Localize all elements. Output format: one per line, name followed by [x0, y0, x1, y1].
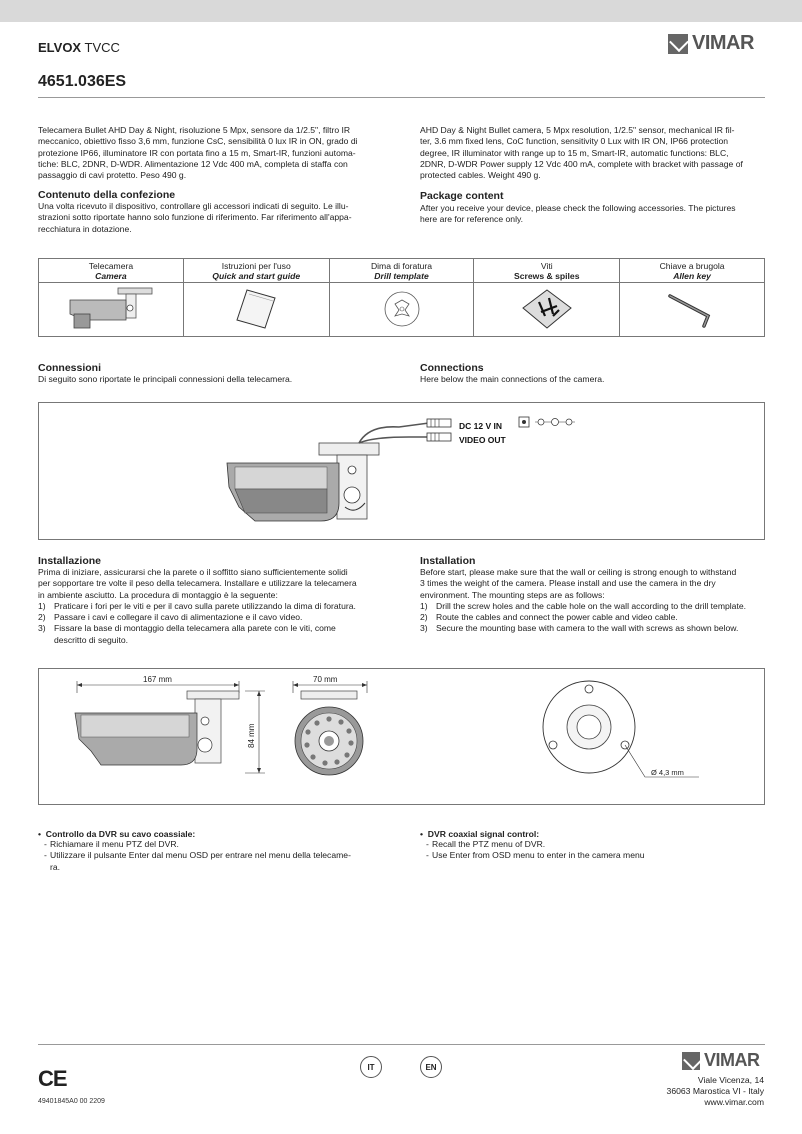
height-dimension: 84 mm	[247, 723, 256, 748]
package-title-en: Package content	[420, 190, 504, 202]
brand-bold: ELVOX	[38, 40, 82, 55]
text-line: protected cables. Weight 490 g.	[420, 170, 541, 181]
dvr-control-it	[38, 829, 383, 873]
step-text: descritto di seguito.	[54, 634, 129, 645]
footer-address	[667, 1075, 764, 1108]
item-header	[329, 259, 474, 283]
item-label-it: Chiave a brugola	[659, 260, 725, 271]
dvr-item: - Use Enter from OSD menu to enter in the camera menu	[426, 850, 645, 861]
text-line: Before start, please make sure that the wall or ceiling is strong enough to withstand	[420, 567, 737, 577]
text-line: AHD Day & Night Bullet camera, 5 Mpx resolution, 1/2.5" sensor, mechanical IR fil-	[420, 125, 735, 135]
step-text: Drill the screw holes and the cable hole on the wall according to the drill template.	[436, 600, 747, 611]
installation-steps	[420, 601, 765, 635]
step-text: Secure the mounting base with camera to the wall with screws as shown below.	[436, 623, 739, 634]
installation-title-it: Installazione	[38, 555, 102, 567]
text-line: tiche: BLC, 2DNR, D-WDR. Alimentazione 12 Vdc 400 mA, completa di staffa con	[38, 158, 348, 169]
item-label-en: Quick and start guide	[212, 270, 301, 281]
length-dimension: 167 mm	[143, 675, 172, 684]
dvr-item	[38, 862, 383, 873]
dvr-item: - Recall the PTZ menu of DVR.	[426, 839, 546, 849]
step-item	[420, 612, 765, 623]
product-code: 4651.036ES	[38, 73, 127, 90]
text-line: passaggio di cavi protetto. Peso 490 g.	[38, 170, 187, 181]
footer-vimar-logo-icon	[682, 1052, 700, 1070]
camera-icon	[66, 286, 156, 332]
dvr-item-text: Recall the PTZ menu of DVR.	[432, 839, 546, 849]
hole-dimension: Ø 4,3 mm	[651, 768, 684, 777]
text-line: 3 times the weight of the camera. Please install and use the camera in the dry	[420, 578, 716, 589]
connections-diagram-box	[38, 402, 765, 540]
package-text-it	[38, 201, 383, 235]
text-line: After you receive your device, please check the following accessories. The pictures	[420, 203, 736, 213]
dvr-list-en	[420, 839, 765, 862]
intro-text-it	[38, 125, 383, 181]
step-number: 3)	[420, 623, 428, 634]
step-text: Fissare la base di montaggio della telecamera alla parete con le viti, come	[54, 623, 336, 634]
address-city: 36063 Marostica VI - Italy	[666, 1086, 764, 1096]
text-line: degree, IR illuminator with range up to 15 m, Smart-IR, automatic functions: BLC,	[420, 147, 729, 158]
vimar-logo-icon	[668, 34, 688, 54]
lang-it-badge: IT	[360, 1056, 382, 1078]
lang-en-badge: EN	[420, 1056, 442, 1078]
manual-cell	[183, 283, 329, 337]
connections-diagram	[39, 403, 764, 539]
step-text: Route the cables and connect the power cable and video cable.	[436, 612, 678, 623]
text-line: per sopportare tre volte il peso della telecamera. Installare e utilizzare la telecamera	[38, 578, 357, 589]
address-street: Viale Vicenza, 14	[697, 1075, 764, 1085]
dimensions-diagram	[39, 669, 764, 804]
connections-title-it: Connessioni	[38, 362, 102, 374]
step-item	[38, 601, 383, 612]
footer-vimar-logo	[682, 1050, 760, 1071]
installation-text-en	[420, 567, 765, 635]
item-label-en: Drill template	[374, 270, 429, 281]
step-number: 1)	[38, 600, 46, 611]
brand-line	[38, 40, 120, 55]
item-label-en: Allen key	[673, 270, 711, 281]
step-item	[420, 623, 765, 634]
drill-template-icon	[377, 286, 427, 332]
top-bar	[0, 0, 802, 22]
ce-mark: CE	[38, 1066, 67, 1091]
package-title-it: Contenuto della confezione	[38, 189, 176, 201]
item-label-en: Screws & spiles	[514, 270, 580, 281]
text-line: strazioni sotto riportate hanno solo funzione di riferimento. Far riferimento all'appa-	[38, 212, 352, 223]
manual-icon	[231, 286, 281, 332]
text-line: environment. The mounting steps are as follows:	[420, 589, 605, 600]
installation-title-en: Installation	[420, 555, 476, 567]
document-number: 49401845A0 00 2209	[38, 1098, 105, 1105]
vimar-logo-text: VIMAR	[692, 32, 754, 54]
item-label-it: Viti	[540, 260, 553, 271]
dvr-item: - Utilizzare il pulsante Enter dal menu OSD per entrare nel menu della telecame-	[44, 850, 351, 861]
step-text: Passare i cavi e collegare il cavo di alimentazione e il cavo video.	[54, 612, 303, 623]
text-line: ter, 3.6 mm fixed lens, CoC function, sensitivity 0 Lux with IR ON, IP66 protection	[420, 136, 729, 147]
intro-text-en	[420, 125, 765, 181]
dimensions-diagram-box	[38, 668, 765, 805]
step-number: 3)	[38, 623, 46, 634]
text-line: protezione IP66, illuminatore IR con portata fino a 15 m, Smart-IR, funzioni automa-	[38, 147, 356, 158]
drill-template-cell	[329, 283, 474, 337]
step-item	[420, 601, 765, 612]
item-label-it: Istruzioni per l'uso	[221, 260, 291, 271]
dvr-item: - Richiamare il menu PTZ del DVR.	[44, 839, 179, 849]
address-web: www.vimar.com	[704, 1097, 764, 1107]
dc-in-label: DC 12 V IN	[459, 421, 502, 431]
item-header	[183, 259, 329, 283]
item-label-en: Camera	[95, 270, 127, 281]
text-line: here are for reference only.	[420, 214, 524, 225]
dvr-title-en: • DVR coaxial signal control:	[420, 829, 540, 839]
dvr-item-text: Use Enter from OSD menu to enter in the camera menu	[432, 850, 645, 861]
step-number: 2)	[38, 612, 46, 623]
item-header	[620, 259, 765, 283]
header-divider	[38, 97, 765, 98]
vimar-logo	[668, 32, 754, 55]
text-line: Prima di iniziare, assicurarsi che la parete o il soffitto siano sufficientemente solidi	[38, 567, 348, 577]
step-text: Praticare i fori per le viti e per il cavo sulla parete utilizzando la dima di foratura.	[54, 600, 356, 611]
allen-key-cell	[620, 283, 765, 337]
text-line: Telecamera Bullet AHD Day & Night, risoluzione 5 Mpx, sensore da 1/2.5", filtro IR	[38, 125, 351, 135]
footer-divider	[38, 1044, 765, 1045]
step-number: 1)	[420, 600, 428, 611]
step-item	[38, 635, 383, 646]
item-header	[474, 259, 620, 283]
brand-light: TVCC	[84, 40, 120, 55]
item-header	[39, 259, 184, 283]
package-text-en	[420, 203, 765, 226]
text-line: recchiatura in dotazione.	[38, 223, 132, 234]
step-item	[38, 612, 383, 623]
installation-text-it	[38, 567, 383, 646]
screws-icon	[519, 286, 575, 332]
text-line: Una volta ricevuto il dispositivo, controllare gli accessori indicati di seguito. Le illu-	[38, 201, 349, 211]
video-out-label: VIDEO OUT	[459, 435, 506, 445]
footer-vimar-logo-text: VIMAR	[704, 1050, 760, 1070]
step-number	[38, 635, 54, 646]
text-line: in ambiente asciutto. La procedura di montaggio è la seguente:	[38, 589, 278, 600]
dvr-list-it	[38, 839, 383, 873]
dvr-item-text: Utilizzare il pulsante Enter dal menu OSD per entrare nel menu della telecame-	[50, 850, 351, 861]
package-items-table	[38, 258, 765, 337]
allen-key-icon	[662, 286, 722, 332]
item-label-it: Dima di foratura	[370, 260, 433, 271]
dvr-item-text: Richiamare il menu PTZ del DVR.	[50, 839, 179, 849]
width-dimension: 70 mm	[313, 675, 338, 684]
screws-cell	[474, 283, 620, 337]
item-label-it: Telecamera	[88, 260, 134, 271]
text-line: meccanico, obiettivo fisso 3,6 mm, funzione CsC, sensibilità 0 lux IR in ON, grado di	[38, 136, 358, 147]
text-line: 2DNR, D-WDR Power supply 12 Vdc 400 mA, complete with bracket with passage of	[420, 158, 743, 169]
step-item	[38, 623, 383, 634]
dvr-control-en	[420, 829, 765, 862]
installation-steps	[38, 601, 383, 646]
dvr-item-text: ra.	[50, 861, 61, 872]
step-number: 2)	[420, 612, 428, 623]
connections-text-en: Here below the main connections of the camera.	[420, 374, 605, 384]
connections-title-en: Connections	[420, 362, 484, 374]
connections-text-it: Di seguito sono riportate le principali connessioni della telecamera.	[38, 374, 293, 384]
dvr-title-it: • Controllo da DVR su cavo coassiale:	[38, 829, 196, 839]
camera-cell	[39, 283, 184, 337]
